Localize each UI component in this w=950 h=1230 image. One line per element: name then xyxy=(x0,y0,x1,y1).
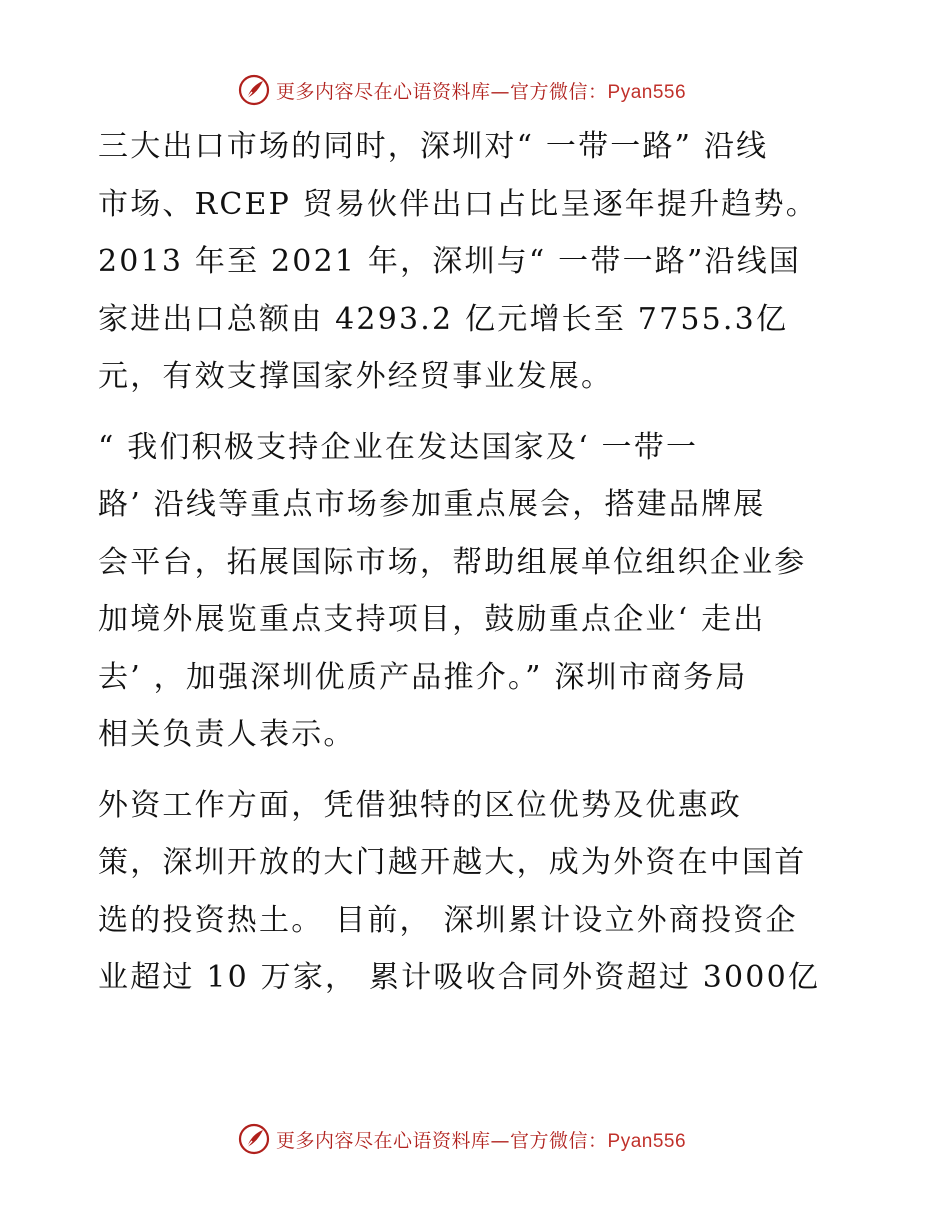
header-watermark xyxy=(238,72,686,108)
text-line: 家进出口总额由 4293.2 亿元增长至 7755.3亿 xyxy=(98,301,789,337)
text-line: 选的投资热土。 目前， 深圳累计设立外商投资企 xyxy=(98,902,798,938)
text-line: 路’ 沿线等重点市场参加重点展会，搭建品牌展 xyxy=(98,487,766,522)
text-line: 2013 年至 2021 年，深圳与“ 一带一路”沿线国 xyxy=(98,244,802,279)
feather-quill-logo-icon xyxy=(238,1123,270,1155)
watermark-separator: — xyxy=(490,80,511,103)
text-line: 会平台，拓展国际市场，帮助组展单位组织企业参 xyxy=(98,544,807,580)
watermark-id: Pyan556 xyxy=(607,1130,687,1152)
watermark-brand: 更多内容尽在心语资料库 xyxy=(276,80,491,103)
footer-watermark xyxy=(238,1121,686,1157)
watermark-text xyxy=(276,1126,686,1153)
text-line: 去’ ，加强深圳优质产品推介。” 深圳市商务局 xyxy=(98,659,748,695)
text-line: 元，有效支撑国家外经贸事业发展。 xyxy=(98,359,614,394)
document-body xyxy=(98,118,858,1007)
watermark-separator: — xyxy=(490,1129,511,1152)
text-line: 策，深圳开放的大门越开越大，成为外资在中国首 xyxy=(98,845,807,880)
text-line: 外资工作方面，凭借独特的区位优势及优惠政 xyxy=(98,787,742,823)
text-line: 市场、RCEP 贸易伙伴出口占比呈逐年提升趋势。 xyxy=(98,186,818,222)
watermark-id: Pyan556 xyxy=(607,81,687,103)
paragraph-1 xyxy=(98,118,858,406)
text-line: 业超过 10 万家， 累计吸收合同外资超过 3000亿 xyxy=(98,960,821,995)
text-line: 加境外展览重点支持项目，鼓励重点企业‘ 走出 xyxy=(98,602,766,637)
watermark-brand: 更多内容尽在心语资料库 xyxy=(276,1129,491,1152)
text-line: 三大出口市场的同时，深圳对“ 一带一路” 沿线 xyxy=(98,129,769,164)
feather-quill-logo-icon xyxy=(238,74,270,106)
paragraph-2 xyxy=(98,419,858,764)
watermark-text xyxy=(276,77,686,104)
text-line: “ 我们积极支持企业在发达国家及‘ 一带一 xyxy=(98,429,699,465)
watermark-label: 官方微信： xyxy=(510,80,608,103)
paragraph-3 xyxy=(98,777,858,1007)
text-line: 相关负责人表示。 xyxy=(98,717,356,752)
watermark-label: 官方微信： xyxy=(510,1129,608,1152)
